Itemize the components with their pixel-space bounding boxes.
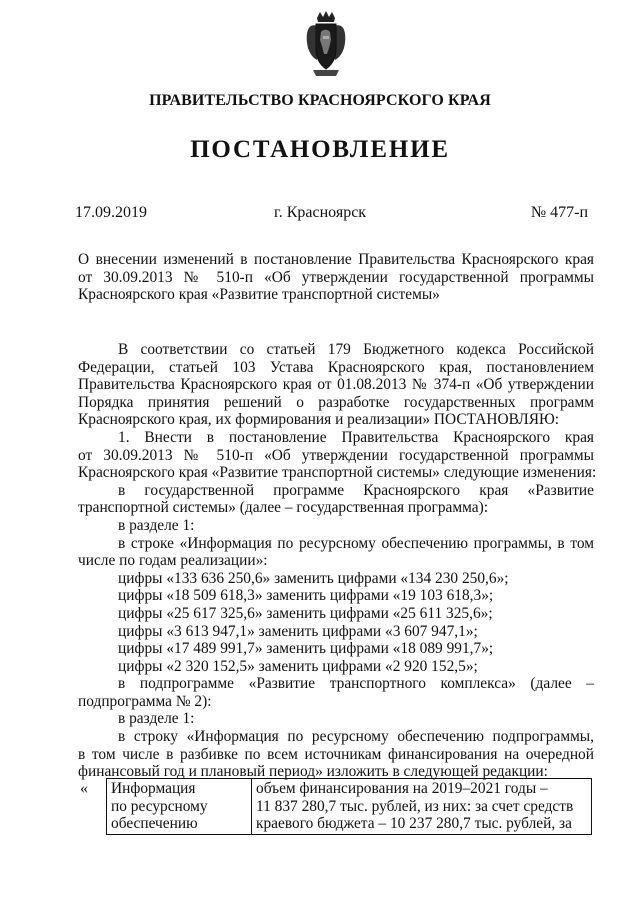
table-cell-line: краевого бюджета – 10 237 280,7 тыс. рублей, за bbox=[256, 815, 572, 833]
body-line: подпрограмма № 2): bbox=[78, 692, 212, 710]
body-line: Красноярского края, их формирования и реализации» ПОСТАНОВЛЯЮ: bbox=[78, 411, 560, 429]
replacement-line: цифры «2 320 152,5» заменить цифрами «2 920 152,5»; bbox=[118, 657, 478, 675]
body-line: 1. Внести в постановление Правительства Красноярского края bbox=[118, 428, 594, 446]
document-title: ПОСТАНОВЛЕНИЕ bbox=[190, 136, 450, 163]
body-line: в строке «Информация по ресурсному обеспечению программы, в том bbox=[118, 534, 594, 552]
body-line: в разделе 1: bbox=[118, 710, 195, 728]
table-cell-line: объем финансирования на 2019–2021 годы – bbox=[256, 780, 548, 797]
document-number: № 477-п bbox=[530, 204, 588, 221]
document-date: 17.09.2019 bbox=[75, 204, 147, 221]
subject-line: Красноярского края «Развитие транспортной системы» bbox=[78, 286, 440, 304]
body-text bbox=[78, 341, 597, 781]
table-cell-line: по ресурсному bbox=[111, 797, 208, 815]
body-line: в государственной программе Красноярского края «Развитие bbox=[118, 481, 594, 499]
body-line: Порядка принятия решений о разработке государственных программ bbox=[78, 393, 594, 411]
subject-line: О внесении изменений в постановление Правительства Красноярского края bbox=[78, 251, 594, 268]
resource-table bbox=[106, 778, 592, 835]
table-cell-line: 11 837 280,7 тыс. рублей, из них: за счет средств bbox=[256, 797, 574, 815]
body-line: Федерации, статьей 103 Устава Красноярского края, постановлением bbox=[78, 358, 594, 376]
subject bbox=[78, 251, 594, 304]
replacement-line: цифры «18 509 618,3» заменить цифрами «19 103 618,3»; bbox=[118, 587, 494, 605]
replacement-line: цифры «25 617 325,6» заменить цифрами «25 611 325,6»; bbox=[118, 604, 493, 622]
body-line: от 30.09.2013 № 510-п «Об утверждении государственной программы bbox=[78, 446, 594, 464]
open-quote: « bbox=[80, 780, 88, 797]
table-cell-value bbox=[252, 779, 592, 835]
body-line: транспортной системы» (далее – государственная программа): bbox=[78, 499, 488, 517]
body-line: В соответствии со статьей 179 Бюджетного кодекса Российской bbox=[118, 341, 594, 358]
replacement-line: цифры «17 489 991,7» заменить цифрами «18 089 991,7»; bbox=[118, 640, 494, 658]
government-name: ПРАВИТЕЛЬСТВО КРАСНОЯРСКОГО КРАЯ bbox=[149, 92, 491, 109]
document-city: г. Красноярск bbox=[273, 204, 367, 221]
replacement-line: цифры «3 613 947,1» заменить цифрами «3 607 947,1»; bbox=[118, 622, 478, 640]
replacement-line: цифры «133 636 250,6» заменить цифрами «134 230 250,6»; bbox=[118, 569, 509, 587]
body-line: в разделе 1: bbox=[118, 516, 195, 534]
body-line: в строку «Информация по ресурсному обеспечению подпрограммы, bbox=[118, 728, 594, 746]
table-cell-line: обеспечению bbox=[111, 815, 198, 833]
body-line: финансовый год и плановый период» изложить в следующей редакции: bbox=[78, 763, 548, 781]
body-line: Правительства Красноярского края от 01.08.2013 № 374-п «Об утверждении bbox=[78, 376, 594, 394]
table-cell-line: Информация bbox=[111, 780, 196, 797]
table-cell-label bbox=[107, 779, 252, 835]
body-line: Красноярского края «Развитие транспортной системы» следующие изменения: bbox=[78, 464, 597, 482]
subject-line: от 30.09.2013 № 510-п «Об утверждении государственной программы bbox=[78, 268, 594, 286]
coat-of-arms-icon bbox=[303, 10, 349, 78]
body-line: в том числе в разбивке по всем источникам финансирования на очередной bbox=[78, 745, 594, 763]
body-line: числе по годам реализации»: bbox=[78, 552, 268, 570]
body-line: в подпрограмме «Развитие транспортного комплекса» (далее – bbox=[118, 675, 594, 693]
table-row bbox=[107, 779, 592, 835]
